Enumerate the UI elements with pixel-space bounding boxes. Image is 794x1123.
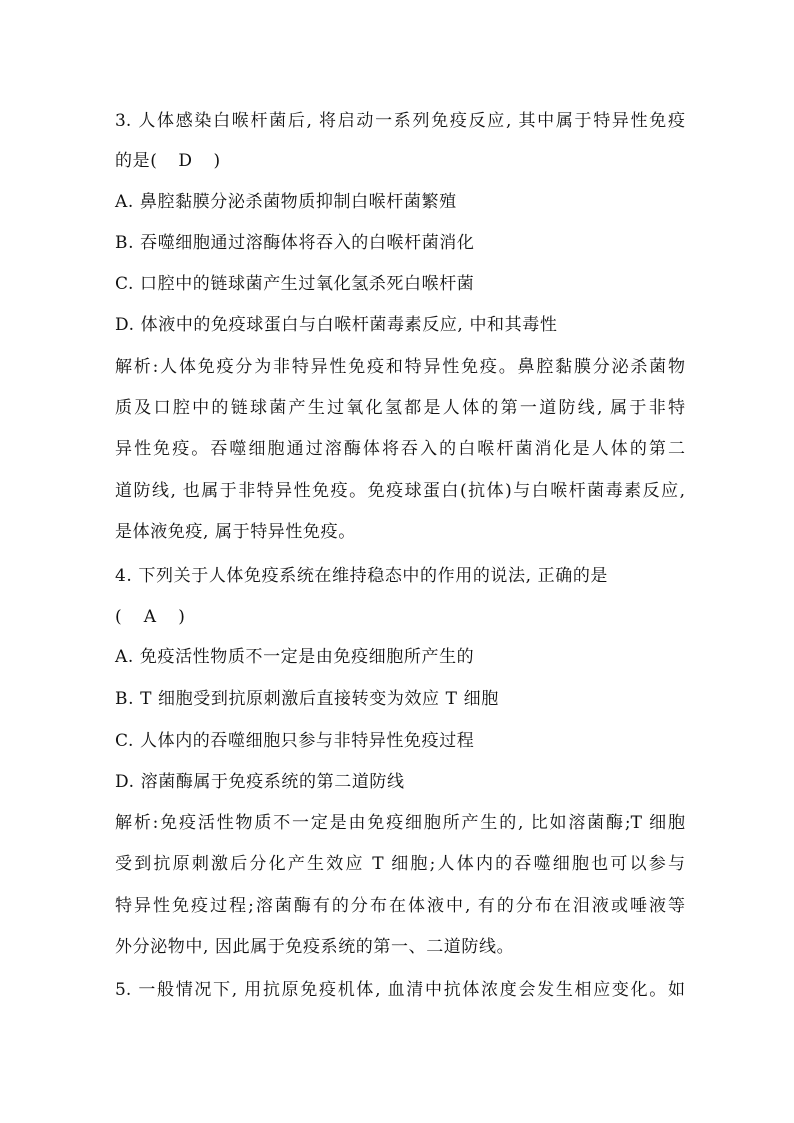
q4-option-d: D. 溶菌酶属于免疫系统的第二道防线 — [115, 772, 405, 792]
q4-analysis-line: 外分泌物中, 因此属于免疫系统的第一、二道防线。 — [115, 937, 515, 957]
q4-stem-line-1: 4. 下列关于人体免疫系统在维持稳态中的作用的说法, 正确的是 — [115, 566, 609, 586]
q3-option-d: D. 体液中的免疫球蛋白与白喉杆菌毒素反应, 中和其毒性 — [115, 315, 558, 335]
q3-option-a: A. 鼻腔黏膜分泌杀菌物质抑制白喉杆菌繁殖 — [115, 192, 457, 212]
q4-answer: A — [143, 607, 157, 627]
q4-open-paren: ( — [115, 607, 123, 627]
q3-option-c: C. 口腔中的链球菌产生过氧化氢杀死白喉杆菌 — [115, 274, 475, 294]
q3-analysis-line: 质及口腔中的链球菌产生过氧化氢都是人体的第一道防线, 属于非特 — [115, 398, 685, 418]
q3-close-paren: ) — [213, 151, 221, 171]
q4-option-a: A. 免疫活性物质不一定是由免疫细胞所产生的 — [115, 647, 475, 667]
q4-close-paren: ) — [178, 607, 186, 627]
q4-option-c: C. 人体内的吞噬细胞只参与非特异性免疫过程 — [115, 731, 475, 751]
q4-analysis-line: 解析:免疫活性物质不一定是由免疫细胞所产生的, 比如溶菌酶;T 细胞 — [115, 813, 685, 833]
q3-analysis-line: 解析:人体免疫分为非特异性免疫和特异性免疫。鼻腔黏膜分泌杀菌物 — [115, 357, 685, 377]
q3-option-b: B. 吞噬细胞通过溶酶体将吞入的白喉杆菌消化 — [115, 233, 475, 253]
q4-analysis-line: 受到抗原刺激后分化产生效应 T 细胞;人体内的吞噬细胞也可以参与 — [115, 854, 685, 874]
q3-answer: D — [178, 151, 193, 171]
q5-stem-line-1: 5. 一般情况下, 用抗原免疫机体, 血清中抗体浓度会发生相应变化。如 — [115, 980, 685, 1000]
q4-analysis-line: 特异性免疫过程;溶菌酶有的分布在体液中, 有的分布在泪液或唾液等 — [115, 896, 685, 916]
q3-analysis-line: 异性免疫。吞噬细胞通过溶酶体将吞入的白喉杆菌消化是人体的第二 — [115, 439, 685, 459]
q3-stem-line-2 — [115, 146, 685, 176]
q4-stem-line-2 — [115, 602, 685, 632]
q3-stem-end: 的是( — [115, 151, 158, 171]
q3-analysis-line: 是体液免疫, 属于特异性免疫。 — [115, 522, 356, 542]
q3-stem-line-1: 3. 人体感染白喉杆菌后, 将启动一系列免疫反应, 其中属于特异性免疫 — [115, 111, 685, 131]
q4-option-b: B. T 细胞受到抗原刺激后直接转变为效应 T 细胞 — [115, 689, 499, 709]
q3-analysis-line: 道防线, 也属于非特异性免疫。免疫球蛋白(抗体)与白喉杆菌毒素反应, — [115, 481, 685, 501]
